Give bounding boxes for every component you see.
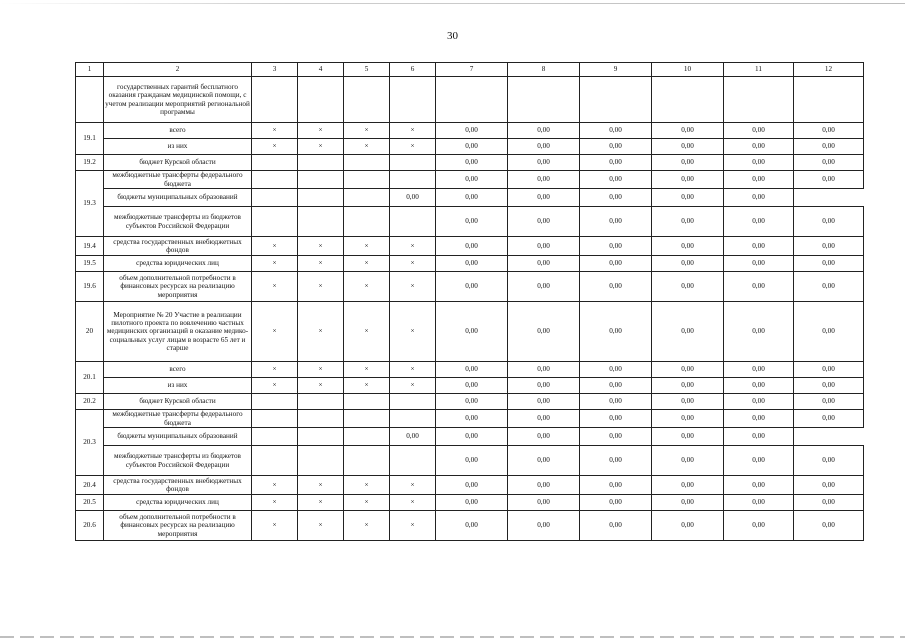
row-number-cell: 20.5 bbox=[76, 495, 104, 511]
value-cell: 0,00 bbox=[508, 272, 580, 302]
value-cell: 0,00 bbox=[652, 378, 724, 394]
value-cell: × bbox=[252, 123, 298, 139]
value-cell: 0,00 bbox=[580, 302, 652, 362]
value-cell: × bbox=[344, 237, 390, 256]
row-description-cell: объем дополнительной потребности в финансовых ресурсах на реализацию мероприятия bbox=[104, 272, 252, 302]
value-cell: 0,00 bbox=[724, 256, 794, 272]
value-cell bbox=[344, 77, 390, 123]
value-cell: 0,00 bbox=[580, 410, 652, 428]
table-row bbox=[76, 302, 864, 362]
value-cell: 0,00 bbox=[436, 171, 508, 189]
value-cell: × bbox=[390, 272, 436, 302]
value-cell bbox=[344, 394, 390, 410]
column-header: 12 bbox=[794, 63, 864, 77]
value-cell: × bbox=[390, 495, 436, 511]
value-cell: 0,00 bbox=[508, 495, 580, 511]
row-description-cell: средства юридических лиц bbox=[104, 256, 252, 272]
value-cell: 0,00 bbox=[724, 189, 794, 207]
value-cell bbox=[508, 77, 580, 123]
value-cell: × bbox=[252, 139, 298, 155]
value-cell: 0,00 bbox=[652, 394, 724, 410]
value-cell: 0,00 bbox=[724, 139, 794, 155]
value-cell bbox=[652, 77, 724, 123]
row-description-cell: из них bbox=[104, 378, 252, 394]
value-cell: × bbox=[252, 302, 298, 362]
value-cell: × bbox=[344, 256, 390, 272]
value-cell: 0,00 bbox=[436, 378, 508, 394]
value-cell: 0,00 bbox=[580, 446, 652, 476]
value-cell: × bbox=[390, 476, 436, 495]
value-cell: 0,00 bbox=[794, 171, 864, 189]
value-cell: × bbox=[390, 237, 436, 256]
value-cell: 0,00 bbox=[436, 302, 508, 362]
value-cell bbox=[298, 155, 344, 171]
value-cell: 0,00 bbox=[580, 378, 652, 394]
value-cell: 0,00 bbox=[580, 207, 652, 237]
value-cell: 0,00 bbox=[652, 362, 724, 378]
value-cell: 0,00 bbox=[508, 410, 580, 428]
value-cell: × bbox=[298, 362, 344, 378]
value-cell: × bbox=[390, 378, 436, 394]
value-cell bbox=[298, 394, 344, 410]
value-cell bbox=[252, 189, 298, 207]
value-cell: × bbox=[252, 237, 298, 256]
value-cell: 0,00 bbox=[724, 428, 794, 446]
column-header: 7 bbox=[436, 63, 508, 77]
value-cell bbox=[298, 446, 344, 476]
row-description-cell: средства юридических лиц bbox=[104, 495, 252, 511]
value-cell: 0,00 bbox=[724, 495, 794, 511]
value-cell bbox=[252, 394, 298, 410]
value-cell bbox=[298, 171, 344, 189]
value-cell bbox=[344, 446, 390, 476]
value-cell: 0,00 bbox=[436, 237, 508, 256]
value-cell bbox=[76, 77, 104, 123]
value-cell: × bbox=[298, 476, 344, 495]
value-cell bbox=[344, 207, 390, 237]
value-cell bbox=[390, 446, 436, 476]
row-number-cell: 19.1 bbox=[76, 123, 104, 155]
value-cell: 0,00 bbox=[794, 495, 864, 511]
value-cell: × bbox=[344, 302, 390, 362]
table-row bbox=[76, 171, 864, 189]
value-cell: 0,00 bbox=[724, 362, 794, 378]
value-cell: 0,00 bbox=[652, 410, 724, 428]
value-cell: 0,00 bbox=[652, 256, 724, 272]
value-cell bbox=[344, 155, 390, 171]
value-cell: × bbox=[252, 256, 298, 272]
value-cell bbox=[390, 77, 436, 123]
value-cell: 0,00 bbox=[508, 256, 580, 272]
value-cell: 0,00 bbox=[652, 207, 724, 237]
value-cell: 0,00 bbox=[794, 123, 864, 139]
value-cell: 0,00 bbox=[508, 139, 580, 155]
value-cell: × bbox=[298, 272, 344, 302]
value-cell: 0,00 bbox=[436, 495, 508, 511]
value-cell: 0,00 bbox=[508, 446, 580, 476]
value-cell: 0,00 bbox=[436, 207, 508, 237]
value-cell bbox=[436, 77, 508, 123]
value-cell bbox=[344, 410, 390, 428]
value-cell: 0,00 bbox=[436, 189, 508, 207]
value-cell: 0,00 bbox=[724, 123, 794, 139]
row-description-cell: межбюджетные трансферты федерального бюджета bbox=[104, 171, 252, 189]
row-number-cell: 20.1 bbox=[76, 362, 104, 394]
value-cell: 0,00 bbox=[580, 476, 652, 495]
value-cell: 0,00 bbox=[508, 394, 580, 410]
value-cell: 0,00 bbox=[652, 272, 724, 302]
table-row bbox=[76, 446, 864, 476]
value-cell: × bbox=[390, 123, 436, 139]
table-row bbox=[76, 476, 864, 495]
row-description-cell: всего bbox=[104, 362, 252, 378]
value-cell: 0,00 bbox=[652, 446, 724, 476]
value-cell: × bbox=[344, 511, 390, 541]
row-description-cell: государственных гарантий бесплатного оказания гражданам медицинской помощи, с учетом реализации мероприятий региональной программы bbox=[104, 77, 252, 123]
row-description-cell: бюджет Курской области bbox=[104, 394, 252, 410]
value-cell: × bbox=[298, 378, 344, 394]
value-cell: × bbox=[344, 272, 390, 302]
value-cell: 0,00 bbox=[436, 272, 508, 302]
row-description-cell: межбюджетные трансферты из бюджетов субъектов Российской Федерации bbox=[104, 207, 252, 237]
value-cell: × bbox=[298, 123, 344, 139]
value-cell: 0,00 bbox=[794, 155, 864, 171]
value-cell bbox=[344, 189, 390, 207]
value-cell: 0,00 bbox=[390, 428, 436, 446]
value-cell: 0,00 bbox=[580, 139, 652, 155]
row-description-cell: межбюджетные трансферты из бюджетов субъектов Российской Федерации bbox=[104, 446, 252, 476]
value-cell: 0,00 bbox=[580, 155, 652, 171]
value-cell: 0,00 bbox=[580, 189, 652, 207]
column-header: 1 bbox=[76, 63, 104, 77]
value-cell: × bbox=[298, 495, 344, 511]
table-row bbox=[76, 139, 864, 155]
value-cell: 0,00 bbox=[508, 476, 580, 495]
column-header: 11 bbox=[724, 63, 794, 77]
value-cell: 0,00 bbox=[652, 476, 724, 495]
value-cell: 0,00 bbox=[580, 394, 652, 410]
value-cell: 0,00 bbox=[794, 272, 864, 302]
column-header: 8 bbox=[508, 63, 580, 77]
value-cell: 0,00 bbox=[724, 446, 794, 476]
table-row bbox=[76, 410, 864, 428]
value-cell bbox=[298, 410, 344, 428]
value-cell: 0,00 bbox=[724, 410, 794, 428]
value-cell: 0,00 bbox=[794, 207, 864, 237]
value-cell bbox=[724, 77, 794, 123]
row-description-cell: бюджеты муниципальных образований bbox=[104, 189, 252, 207]
value-cell: × bbox=[252, 362, 298, 378]
value-cell: 0,00 bbox=[724, 378, 794, 394]
value-cell: 0,00 bbox=[724, 302, 794, 362]
row-description-cell: средства государственных внебюджетных фондов bbox=[104, 476, 252, 495]
value-cell: × bbox=[344, 139, 390, 155]
value-cell bbox=[390, 207, 436, 237]
value-cell: 0,00 bbox=[580, 362, 652, 378]
row-description-cell: межбюджетные трансферты федерального бюджета bbox=[104, 410, 252, 428]
value-cell bbox=[252, 171, 298, 189]
row-description-cell: Мероприятие № 20 Участие в реализации пилотного проекта по вовлечению частных медицинских организаций в оказание медико-социальных услуг лицам в возрасте 65 лет и старше bbox=[104, 302, 252, 362]
value-cell: 0,00 bbox=[436, 410, 508, 428]
row-number-cell: 20.3 bbox=[76, 410, 104, 476]
value-cell: × bbox=[390, 511, 436, 541]
value-cell: 0,00 bbox=[436, 256, 508, 272]
value-cell: 0,00 bbox=[724, 272, 794, 302]
value-cell: 0,00 bbox=[436, 476, 508, 495]
table-row bbox=[76, 123, 864, 139]
page-number: 30 bbox=[447, 30, 458, 42]
table-row bbox=[76, 428, 864, 446]
table-row bbox=[76, 189, 864, 207]
value-cell: 0,00 bbox=[436, 511, 508, 541]
bottom-scan-line bbox=[0, 636, 905, 638]
row-description-cell: объем дополнительной потребности в финансовых ресурсах на реализацию мероприятия bbox=[104, 511, 252, 541]
column-header: 2 bbox=[104, 63, 252, 77]
row-description-cell: всего bbox=[104, 123, 252, 139]
value-cell bbox=[298, 189, 344, 207]
value-cell: 0,00 bbox=[580, 272, 652, 302]
value-cell bbox=[344, 171, 390, 189]
value-cell: × bbox=[298, 511, 344, 541]
row-number-cell: 20.2 bbox=[76, 394, 104, 410]
value-cell bbox=[390, 394, 436, 410]
value-cell: 0,00 bbox=[580, 495, 652, 511]
value-cell: 0,00 bbox=[652, 189, 724, 207]
value-cell: 0,00 bbox=[652, 495, 724, 511]
row-number-cell: 19.5 bbox=[76, 256, 104, 272]
value-cell bbox=[252, 428, 298, 446]
value-cell: 0,00 bbox=[724, 476, 794, 495]
value-cell bbox=[298, 428, 344, 446]
row-number-cell: 19.3 bbox=[76, 171, 104, 237]
value-cell: × bbox=[344, 362, 390, 378]
column-header: 5 bbox=[344, 63, 390, 77]
value-cell bbox=[252, 410, 298, 428]
table-row bbox=[76, 207, 864, 237]
value-cell: 0,00 bbox=[794, 511, 864, 541]
value-cell: 0,00 bbox=[724, 171, 794, 189]
value-cell: 0,00 bbox=[652, 155, 724, 171]
value-cell: 0,00 bbox=[508, 155, 580, 171]
value-cell: × bbox=[298, 256, 344, 272]
value-cell: 0,00 bbox=[508, 207, 580, 237]
value-cell: × bbox=[252, 511, 298, 541]
value-cell bbox=[298, 77, 344, 123]
table-row bbox=[76, 378, 864, 394]
table-row bbox=[76, 237, 864, 256]
table-row bbox=[76, 394, 864, 410]
value-cell: 0,00 bbox=[724, 511, 794, 541]
value-cell: 0,00 bbox=[508, 511, 580, 541]
value-cell: 0,00 bbox=[508, 123, 580, 139]
value-cell: 0,00 bbox=[436, 123, 508, 139]
column-header: 10 bbox=[652, 63, 724, 77]
value-cell: 0,00 bbox=[794, 378, 864, 394]
value-cell bbox=[298, 207, 344, 237]
value-cell bbox=[252, 77, 298, 123]
value-cell: 0,00 bbox=[794, 362, 864, 378]
value-cell: 0,00 bbox=[508, 189, 580, 207]
value-cell: 0,00 bbox=[508, 428, 580, 446]
value-cell: 0,00 bbox=[580, 511, 652, 541]
table-row bbox=[76, 511, 864, 541]
value-cell: 0,00 bbox=[794, 237, 864, 256]
value-cell: 0,00 bbox=[794, 139, 864, 155]
column-header: 4 bbox=[298, 63, 344, 77]
value-cell bbox=[252, 446, 298, 476]
value-cell: × bbox=[298, 237, 344, 256]
value-cell: 0,00 bbox=[794, 256, 864, 272]
top-scan-line bbox=[0, 3, 905, 4]
value-cell: 0,00 bbox=[794, 476, 864, 495]
value-cell: × bbox=[298, 139, 344, 155]
value-cell: × bbox=[390, 302, 436, 362]
value-cell: 0,00 bbox=[724, 394, 794, 410]
table-row bbox=[76, 155, 864, 171]
value-cell bbox=[390, 410, 436, 428]
table-row bbox=[76, 495, 864, 511]
row-number-cell: 19.6 bbox=[76, 272, 104, 302]
value-cell: 0,00 bbox=[436, 155, 508, 171]
row-description-cell: бюджеты муниципальных образований bbox=[104, 428, 252, 446]
value-cell: 0,00 bbox=[794, 302, 864, 362]
value-cell: 0,00 bbox=[508, 237, 580, 256]
value-cell bbox=[344, 428, 390, 446]
table-row bbox=[76, 362, 864, 378]
value-cell: × bbox=[252, 495, 298, 511]
value-cell: 0,00 bbox=[508, 302, 580, 362]
value-cell: 0,00 bbox=[508, 362, 580, 378]
value-cell: × bbox=[390, 256, 436, 272]
table-row bbox=[76, 77, 864, 123]
value-cell: 0,00 bbox=[652, 511, 724, 541]
value-cell bbox=[390, 171, 436, 189]
value-cell: 0,00 bbox=[508, 171, 580, 189]
value-cell bbox=[252, 207, 298, 237]
value-cell: 0,00 bbox=[724, 155, 794, 171]
value-cell: 0,00 bbox=[436, 446, 508, 476]
value-cell: × bbox=[344, 495, 390, 511]
value-cell bbox=[390, 155, 436, 171]
value-cell: 0,00 bbox=[794, 446, 864, 476]
value-cell: 0,00 bbox=[652, 428, 724, 446]
value-cell: 0,00 bbox=[580, 171, 652, 189]
value-cell: 0,00 bbox=[652, 171, 724, 189]
row-description-cell: средства государственных внебюджетных фондов bbox=[104, 237, 252, 256]
value-cell: 0,00 bbox=[580, 428, 652, 446]
value-cell bbox=[580, 77, 652, 123]
value-cell: 0,00 bbox=[724, 237, 794, 256]
column-header: 3 bbox=[252, 63, 298, 77]
value-cell: 0,00 bbox=[436, 394, 508, 410]
value-cell: × bbox=[298, 302, 344, 362]
value-cell: 0,00 bbox=[724, 207, 794, 237]
value-cell: 0,00 bbox=[652, 139, 724, 155]
value-cell: × bbox=[344, 123, 390, 139]
table-body bbox=[76, 77, 864, 541]
value-cell: × bbox=[344, 476, 390, 495]
column-header: 6 bbox=[390, 63, 436, 77]
table-row bbox=[76, 272, 864, 302]
value-cell: 0,00 bbox=[580, 123, 652, 139]
value-cell: × bbox=[390, 362, 436, 378]
value-cell: × bbox=[252, 476, 298, 495]
value-cell: 0,00 bbox=[794, 394, 864, 410]
value-cell: × bbox=[344, 378, 390, 394]
row-number-cell: 20.4 bbox=[76, 476, 104, 495]
row-number-cell: 20 bbox=[76, 302, 104, 362]
value-cell: 0,00 bbox=[580, 256, 652, 272]
value-cell: 0,00 bbox=[436, 362, 508, 378]
value-cell bbox=[252, 155, 298, 171]
value-cell: 0,00 bbox=[390, 189, 436, 207]
row-description-cell: бюджет Курской области bbox=[104, 155, 252, 171]
value-cell: 0,00 bbox=[508, 378, 580, 394]
value-cell: × bbox=[390, 139, 436, 155]
row-description-cell: из них bbox=[104, 139, 252, 155]
value-cell: 0,00 bbox=[436, 139, 508, 155]
table-row bbox=[76, 256, 864, 272]
value-cell: 0,00 bbox=[794, 410, 864, 428]
budget-table bbox=[75, 62, 864, 541]
row-number-cell: 20.6 bbox=[76, 511, 104, 541]
value-cell: 0,00 bbox=[652, 302, 724, 362]
value-cell: × bbox=[252, 272, 298, 302]
column-header: 9 bbox=[580, 63, 652, 77]
value-cell: 0,00 bbox=[652, 123, 724, 139]
value-cell: 0,00 bbox=[652, 237, 724, 256]
value-cell bbox=[794, 77, 864, 123]
row-number-cell: 19.4 bbox=[76, 237, 104, 256]
table-header-row bbox=[76, 63, 864, 77]
value-cell: 0,00 bbox=[436, 428, 508, 446]
value-cell: 0,00 bbox=[580, 237, 652, 256]
value-cell: × bbox=[252, 378, 298, 394]
row-number-cell: 19.2 bbox=[76, 155, 104, 171]
